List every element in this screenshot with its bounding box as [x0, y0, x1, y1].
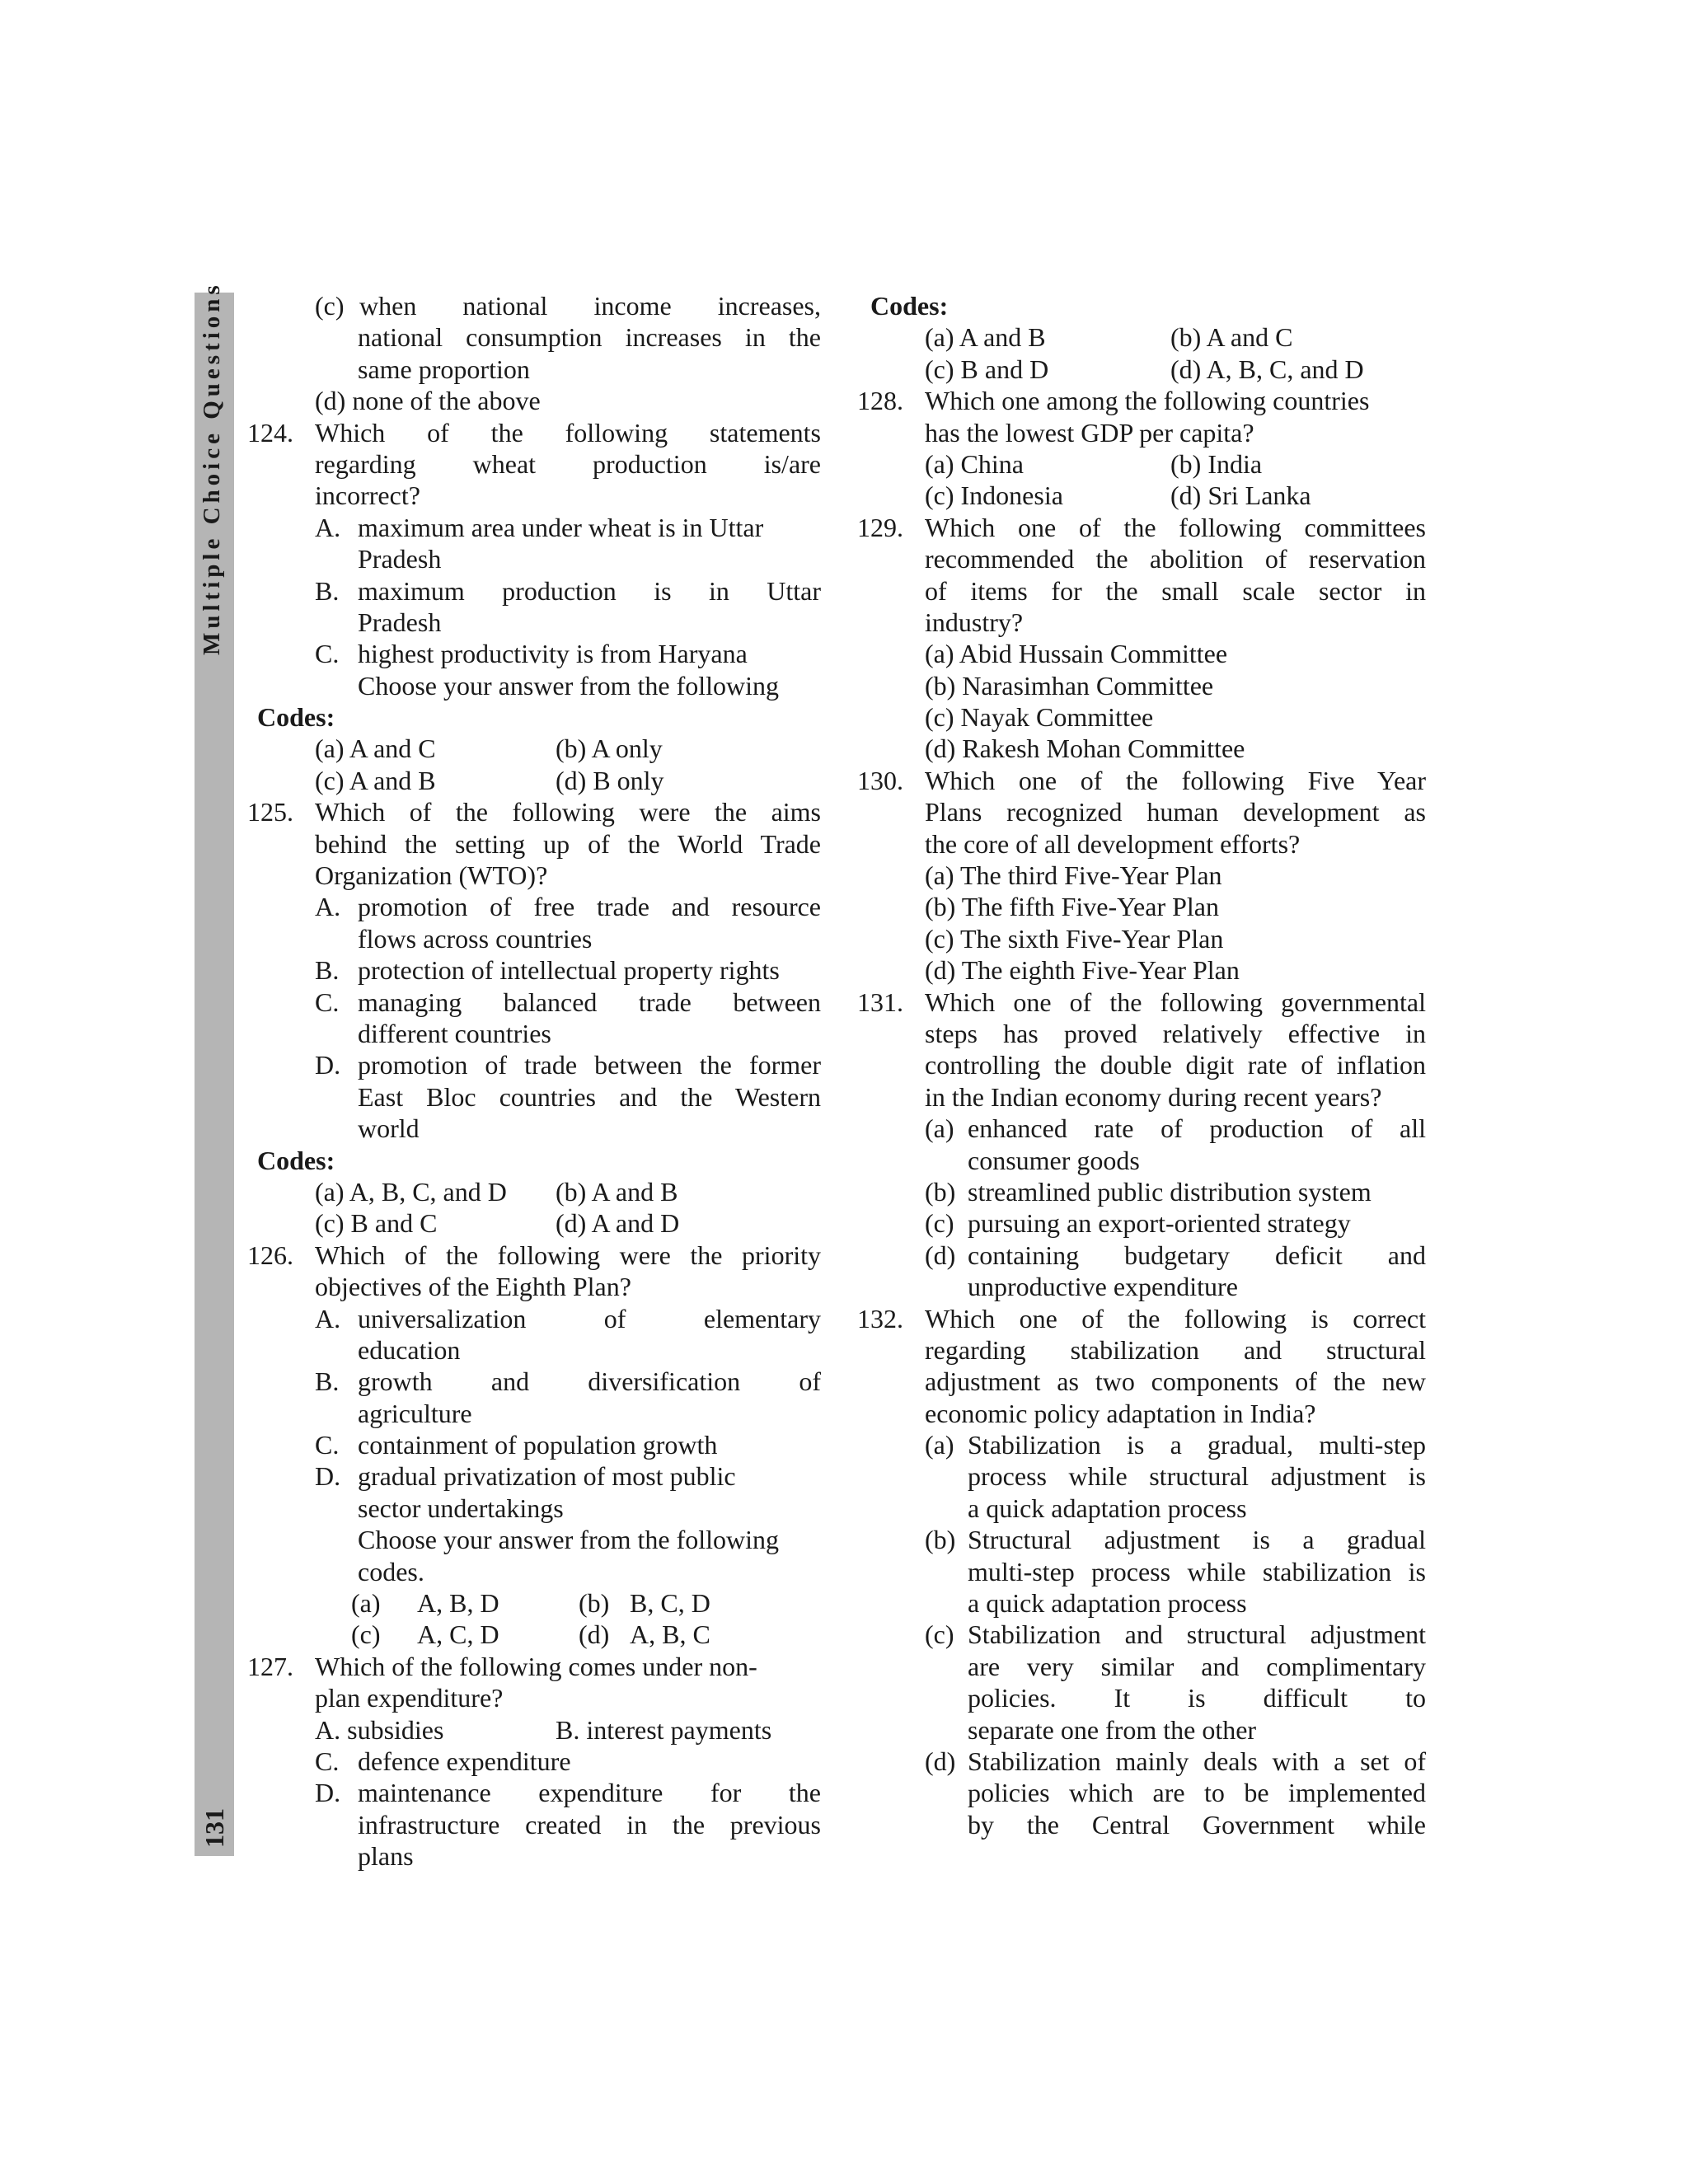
right-column	[857, 290, 1426, 1840]
options-row: (c) B and D (d) A, B, C, and D	[925, 354, 1364, 384]
question-130: 130. Which one of the following Five Year Plans recognized human development as the core of all development efforts? (a) The third Five-Year Plan (b) The fifth Five-Year Plan (c) The sixth Five-Year Plan (d) The eighth Five-Year Plan	[857, 765, 1426, 986]
question-number: 131.	[857, 987, 903, 1017]
question-number: 130.	[857, 765, 903, 795]
codes-label: Codes:	[257, 1145, 335, 1175]
options-row: (a) China (b) India	[925, 448, 1263, 479]
options-row: (c) A and B (d) B only	[315, 765, 664, 795]
sidebar-title: Multiple Choice Questions	[199, 281, 225, 655]
question-number: 125.	[247, 797, 293, 827]
page-number: 131	[199, 1808, 229, 1848]
options-row: (a) A, B, C, and D (b) A and B	[315, 1176, 678, 1207]
options-row: (c) B and C (d) A and D	[315, 1208, 680, 1239]
question-number: 128.	[857, 386, 903, 416]
options-row: (c) A, C, D (d) A, B, C	[351, 1619, 710, 1650]
options-row: (a) A and C (b) A only	[315, 733, 663, 764]
question-number: 124.	[247, 417, 293, 448]
question-number: 132.	[857, 1303, 903, 1333]
question-number: 126.	[247, 1240, 293, 1270]
question-number: 127.	[247, 1651, 293, 1681]
question-125: 125. Which of the following were the aims behind the setting up of the World Trade Organization (WTO)? A. promotion of free trade and resource flows across countries B. protection of intellectual property rights C. managing balanced trade between different countries D. promotion of trade between the former East Bloc countries and the Western world Codes: (a) A, B, C, and D (b) A and B (c) B and C (d) A and D	[247, 797, 821, 1239]
question-124: 124. Which of the following statements regarding wheat production is/are incorrect? A. maximum area under wheat is in Uttar Pradesh B. maximum production is in Uttar Pradesh C. highest productivity is from Haryana Choose your answer from the following Codes: (a) A and C (b) A only (c) A and B (d) B only	[247, 417, 821, 795]
question-128: 128. Which one among the following countries has the lowest GDP per capita? (a) China (b) India (c) Indonesia (d) Sri Lanka	[857, 385, 1426, 512]
options-row: (c) Indonesia (d) Sri Lanka	[925, 480, 1311, 511]
question-127: 127. Which of the following comes under non- plan expenditure? A. subsidies B. interest payments C. defence expenditure D. maintenance expenditure for the infrastructure created in the previous plans	[247, 1651, 821, 1872]
codes-label: Codes:	[870, 291, 949, 321]
question-123-tail: (c) when national income increases, national consumption increases in the same proportion (d) none of the above	[315, 291, 821, 416]
question-number: 129.	[857, 512, 903, 542]
options-row: (a) A, B, D (b) B, C, D	[351, 1588, 710, 1619]
question-126: 126. Which of the following were the priority objectives of the Eighth Plan? A. universalization of elementary education B. growth and diversification of agriculture C. containment of population growth D. gradual privatization of most public sector undertakings Choose your answer from the following codes. (a) A, B, D (b) B, C, D (c) A, C, D (d) A, B, C	[247, 1240, 821, 1650]
options-row: (a) A and B (b) A and C	[925, 322, 1293, 353]
question-127-codes	[857, 290, 1426, 385]
left-column	[247, 290, 821, 1872]
question-129: 129. Which one of the following committees recommended the abolition of reservation of items for the small scale sector in industry? (a) Abid Hussain Committee (b) Narasimhan Committee (c) Nayak Committee (d) Rakesh Mohan Committee	[857, 512, 1426, 764]
question-132: 132. Which one of the following is correct regarding stabilization and structural adjustment as two components of the new economic policy adaptation in India? (a) Stabilization is a gradual, multi-step process while structural adjustment is a quick adaptation process (b) Structural adjustment is a gradual multi-step process while stabilization is a quick adaptation process (c) Stabilization and structural adjustment are very similar and complimentary policies. It is difficult to separate one from the other (d) Stabilization mainly deals with a set of policies which are to be implemented by the Central Government while	[857, 1303, 1426, 1840]
question-131: 131. Which one of the following governmental steps has proved relatively effective in controlling the double digit rate of inflation in the Indian economy during recent years? (a) enhanced rate of production of all consumer goods (b) streamlined public distribution system (c) pursuing an export-oriented strategy (d) containing budgetary deficit and unproductive expenditure	[857, 987, 1426, 1302]
codes-label: Codes:	[257, 702, 335, 733]
